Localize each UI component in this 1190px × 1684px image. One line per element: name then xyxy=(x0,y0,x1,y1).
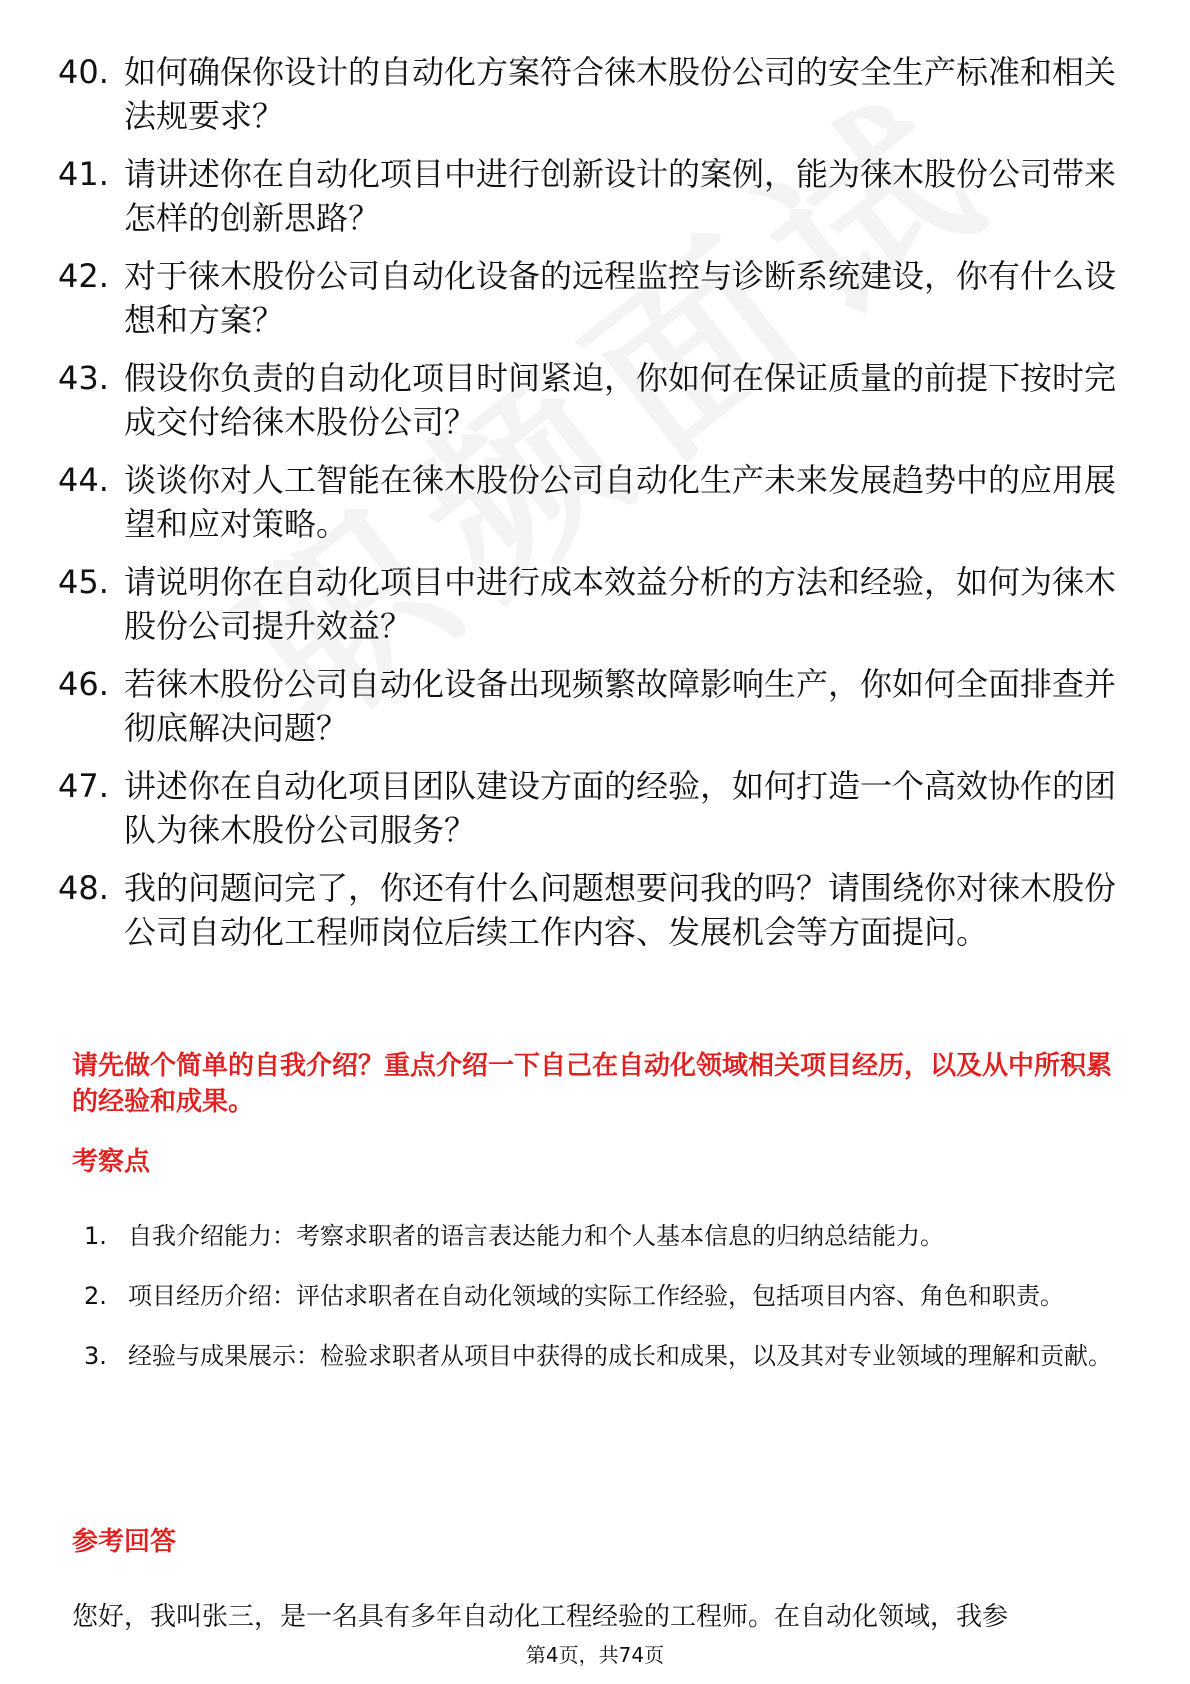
question-item xyxy=(58,662,1138,750)
point-text: 经验与成果展示：检验求职者从项目中获得的成长和成果，以及其对专业领域的理解和贡献。 xyxy=(128,1342,1112,1370)
question-item xyxy=(58,50,1138,138)
question-text: 我的问题问完了，你还有什么问题想要问我的吗？请围绕你对徕木股份公司自动化工程师岗位后续工作内容、发展机会等方面提问。 xyxy=(124,869,1117,951)
question-text: 请讲述你在自动化项目中进行创新设计的案例，能为徕木股份公司带来怎样的创新思路？ xyxy=(124,155,1117,237)
question-number: 40. xyxy=(58,53,109,91)
question-item xyxy=(58,866,1138,954)
question-item xyxy=(58,458,1138,546)
question-text: 假设你负责的自动化项目时间紧迫，你如何在保证质量的前提下按时完成交付给徕木股份公司？ xyxy=(124,359,1117,441)
assessment-point xyxy=(84,1208,1124,1264)
question-item xyxy=(58,560,1138,648)
question-number: 45. xyxy=(58,563,109,601)
assessment-point-list xyxy=(84,1208,1124,1388)
reference-answer-title: 参考回答 xyxy=(72,1527,177,1557)
question-item xyxy=(58,356,1138,444)
point-number: 2. xyxy=(84,1282,107,1310)
point-number: 3. xyxy=(84,1342,107,1370)
point-text: 项目经历介绍：评估求职者在自动化领域的实际工作经验，包括项目内容、角色和职责。 xyxy=(128,1282,1064,1310)
question-number: 43. xyxy=(58,359,109,397)
question-text: 谈谈你对人工智能在徕木股份公司自动化生产未来发展趋势中的应用展望和应对策略。 xyxy=(124,461,1117,543)
question-item xyxy=(58,254,1138,342)
question-number: 47. xyxy=(58,767,109,805)
assessment-title: 考察点 xyxy=(72,1147,151,1177)
question-item xyxy=(58,764,1138,852)
question-text: 若徕木股份公司自动化设备出现频繁故障影响生产，你如何全面排查并彻底解决问题？ xyxy=(124,665,1117,747)
question-list xyxy=(58,50,1138,968)
reference-answer-text: 您好，我叫张三，是一名具有多年自动化工程经验的工程师。在自动化领域，我参 xyxy=(72,1602,1009,1632)
page-footer: 第4页，共74页 xyxy=(525,1643,665,1667)
question-number: 42. xyxy=(58,257,109,295)
point-number: 1. xyxy=(84,1222,107,1250)
assessment-point xyxy=(84,1328,1124,1384)
interview-question-headline: 请先做个简单的自我介绍？重点介绍一下自己在自动化领域相关项目经历，以及从中所积累的经验和成果。 xyxy=(72,1051,1113,1117)
point-text: 自我介绍能力：考察求职者的语言表达能力和个人基本信息的归纳总结能力。 xyxy=(128,1222,944,1250)
question-number: 41. xyxy=(58,155,109,193)
question-text: 讲述你在自动化项目团队建设方面的经验，如何打造一个高效协作的团队为徕木股份公司服务？ xyxy=(124,767,1117,849)
question-text: 对于徕木股份公司自动化设备的远程监控与诊断系统建设，你有什么设想和方案？ xyxy=(124,257,1117,339)
assessment-point xyxy=(84,1268,1124,1324)
question-text: 如何确保你设计的自动化方案符合徕木股份公司的安全生产标准和相关法规要求？ xyxy=(124,53,1117,135)
question-number: 44. xyxy=(58,461,109,499)
question-item xyxy=(58,152,1138,240)
question-text: 请说明你在自动化项目中进行成本效益分析的方法和经验，如何为徕木股份公司提升效益？ xyxy=(124,563,1117,645)
question-number: 48. xyxy=(58,869,109,907)
question-number: 46. xyxy=(58,665,109,703)
